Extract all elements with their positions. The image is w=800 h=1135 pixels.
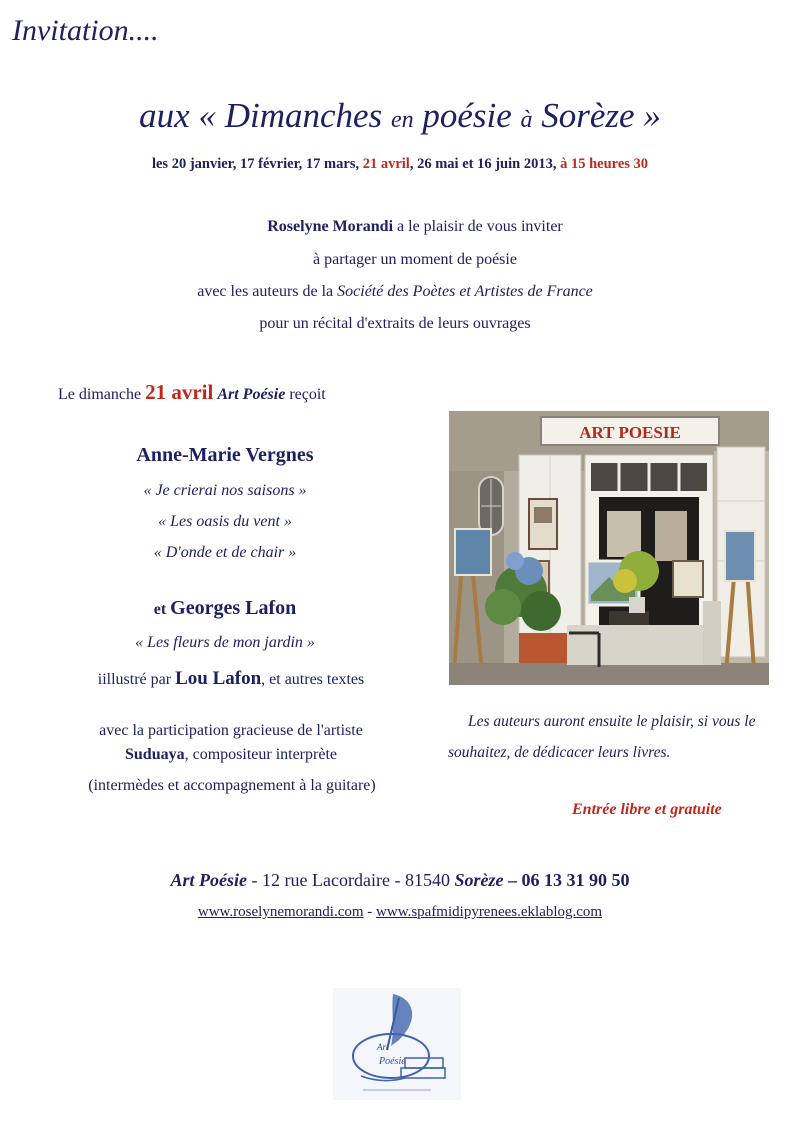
sunday-date: 21 avril: [145, 380, 214, 404]
author-2-work: « Les fleurs de mon jardin »: [135, 634, 315, 651]
artist-name: Suduaya: [125, 746, 185, 763]
footer-phone: – 06 13 31 90 50: [503, 870, 630, 890]
illustrated-suffix: , et autres textes: [261, 671, 365, 688]
author-1-work-3: « D'onde et de chair »: [153, 544, 297, 561]
intro-line-1-rest: a le plaisir de vous inviter: [393, 218, 563, 235]
society-name: Société des Poètes et Artistes de France: [337, 283, 593, 300]
artist-line-3: (intermèdes et accompagnement à la guitare): [88, 777, 376, 794]
dates-highlight: 21 avril: [362, 156, 410, 172]
headline-part-1: aux « Dimanches: [139, 96, 391, 135]
artist-line-2-rest: , compositeur interprète: [184, 746, 337, 763]
author-1-work-1: « Je crierai nos saisons »: [143, 482, 307, 499]
logo-text-1: Art: [377, 1042, 389, 1052]
illustrated-line: [0, 668, 462, 690]
logo-text-2: Poésie: [379, 1056, 406, 1067]
event-time: à 15 heures 30: [560, 156, 649, 172]
headline-part-5: Sorèze »: [532, 96, 661, 135]
host-name: Roselyne Morandi: [267, 218, 394, 235]
intro-line-2: à partager un moment de poésie: [313, 251, 517, 268]
intro-line-4: pour un récital d'extraits de leurs ouvrages: [259, 315, 531, 332]
author-1-name: Anne-Marie Vergnes: [136, 444, 314, 466]
sunday-prefix: Le dimanche: [58, 386, 146, 403]
sunday-venue: Art Poésie: [217, 386, 286, 403]
side-note: [448, 706, 768, 768]
sunday-line: [58, 380, 326, 405]
links-line: [0, 904, 800, 921]
intro-line-3: [0, 283, 790, 301]
dates-part-1: les 20 janvier, 17 février, 17 mars,: [151, 156, 363, 172]
artist-line-2: [0, 746, 462, 764]
dates-part-2: , 26 mai et 16 juin 2013,: [409, 156, 561, 172]
footer-venue: Art Poésie: [170, 870, 248, 890]
invitation-title: Invitation....: [12, 14, 159, 47]
website-link-spaf[interactable]: www.spafmidipyrenees.eklablog.com: [376, 904, 603, 920]
author-2-prefix: et: [153, 601, 171, 618]
headline-part-2: en: [390, 107, 414, 133]
author-1-work-2: « Les oasis du vent »: [158, 513, 292, 530]
illustrator-name: Lou Lafon: [175, 668, 262, 689]
headline-part-4: à: [520, 107, 533, 133]
event-dates: [0, 156, 800, 173]
artist-line-1: avec la participation gracieuse de l'artiste: [99, 722, 363, 739]
links-separator: -: [363, 904, 377, 920]
footer-address: - 12 rue Lacordaire - 81540: [247, 870, 455, 890]
event-headline: [0, 96, 800, 136]
side-note-text: Les auteurs auront ensuite le plaisir, si vous le souhaitez, de dédicacer leurs livres.: [448, 713, 756, 761]
shop-front-photo: [449, 411, 769, 685]
footer-town: Sorèze: [454, 870, 504, 890]
sunday-suffix: reçoit: [285, 386, 326, 403]
author-2-name: Georges Lafon: [170, 597, 297, 619]
address-line: [0, 870, 800, 891]
headline-part-3: poésie: [413, 96, 521, 135]
shop-sign-text: ART POESIE: [579, 423, 681, 442]
intro-line-3-prefix: avec les auteurs de la: [197, 283, 338, 300]
entry-free: Entrée libre et gratuite: [572, 801, 722, 818]
illustrated-prefix: iillustré par: [97, 671, 176, 688]
website-link-roselyne[interactable]: www.roselynemorandi.com: [197, 904, 364, 920]
intro-line-1: [0, 218, 800, 236]
author-2-line: [0, 597, 450, 620]
art-poesie-logo: [333, 988, 461, 1100]
